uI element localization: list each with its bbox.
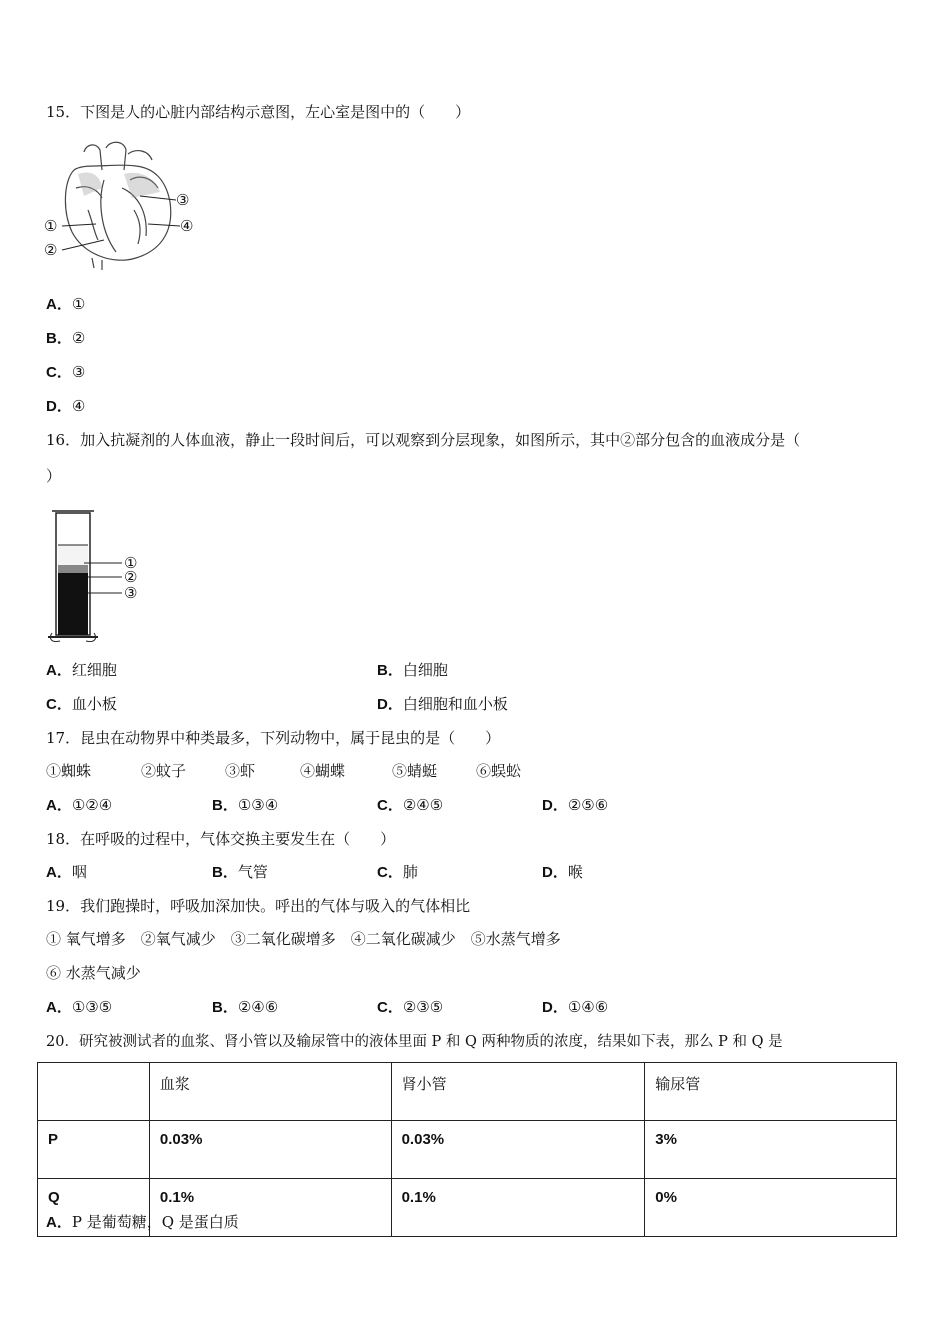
tube-label-3: ③ [124, 584, 138, 602]
q18-option-c[interactable]: C．肺 [377, 863, 418, 881]
tube-label-2: ② [124, 568, 138, 586]
heart-label-4: ④ [180, 217, 194, 235]
table-header-cell [38, 1063, 150, 1121]
table-header-row [38, 1063, 897, 1121]
q18-stem: 18．在呼吸的过程中，气体交换主要发生在（ ） [46, 830, 396, 848]
q19-items-line2: ⑥ 水蒸气减少 [46, 964, 141, 982]
q15-stem: 15．下图是人的心脏内部结构示意图，左心室是图中的（ ） [46, 103, 471, 121]
q17-item-4: ④蝴蝶 [300, 762, 346, 780]
q16-option-a[interactable]: A．红细胞 [46, 661, 117, 679]
table-cell: 0.1% [149, 1179, 391, 1237]
q19-stem: 19．我们跑操时，呼吸加深加快。呼出的气体与吸入的气体相比 [46, 897, 471, 915]
q18-option-a[interactable]: A．咽 [46, 863, 87, 881]
q17-option-b[interactable]: B．①③④ [212, 796, 279, 814]
heart-label-2: ② [44, 241, 58, 259]
table-cell: 0.03% [149, 1121, 391, 1179]
q16-stem-line1: 16．加入抗凝剂的人体血液，静止一段时间后，可以观察到分层现象，如图所示，其中②部分包含的血液成分是（ [46, 431, 801, 449]
q19-option-c[interactable]: C．②③⑤ [377, 998, 444, 1016]
table-header-cell: 血浆 [149, 1063, 391, 1121]
q16-stem-line2: ） [46, 467, 62, 485]
heart-label-1: ① [44, 217, 58, 235]
table-row [38, 1121, 897, 1179]
q16-option-c[interactable]: C．血小板 [46, 695, 117, 713]
blood-tube-diagram [44, 505, 164, 645]
q19-option-a[interactable]: A．①③⑤ [46, 998, 113, 1016]
q19-option-b[interactable]: B．②④⑥ [212, 998, 279, 1016]
heart-label-3: ③ [176, 191, 190, 209]
q15-option-a[interactable]: A．① [46, 295, 86, 313]
q15-option-b[interactable]: B．② [46, 329, 86, 347]
q17-option-d[interactable]: D．②⑤⑥ [542, 796, 609, 814]
q16-option-b[interactable]: B．白细胞 [377, 661, 448, 679]
q17-stem: 17．昆虫在动物界中种类最多，下列动物中，属于昆虫的是（ ） [46, 729, 501, 747]
q16-option-d[interactable]: D．白细胞和血小板 [377, 695, 508, 713]
q18-option-b[interactable]: B．气管 [212, 863, 268, 881]
table-cell: Q [38, 1179, 150, 1237]
q17-item-1: ①蜘蛛 [46, 762, 92, 780]
q18-option-d[interactable]: D．喉 [542, 863, 583, 881]
table-cell: P [38, 1121, 150, 1179]
q15-option-d[interactable]: D．④ [46, 397, 86, 415]
q17-item-5: ⑤蜻蜓 [392, 762, 438, 780]
tube-label-1: ① [124, 554, 138, 572]
concentration-table [37, 1062, 897, 1237]
q20-stem: 20．研究被测试者的血浆、肾小管以及输尿管中的液体里面 P 和 Q 两种物质的浓度，结果如下表，那么 P 和 Q 是 [46, 1034, 783, 1050]
q19-items-line1: ① 氧气增多 ②氧气减少 ③二氧化碳增多 ④二氧化碳减少 ⑤水蒸气增多 [46, 930, 561, 948]
q19-option-d[interactable]: D．①④⑥ [542, 998, 609, 1016]
table-header-cell: 肾小管 [391, 1063, 645, 1121]
q17-option-a[interactable]: A．①②④ [46, 796, 113, 814]
q20-option-a[interactable]: A．P 是葡萄糖，Q 是蛋白质 [46, 1213, 239, 1231]
table-cell: 3% [645, 1121, 897, 1179]
q15-option-c[interactable]: C．③ [46, 363, 86, 381]
table-header-cell: 输尿管 [645, 1063, 897, 1121]
q17-item-6: ⑥蜈蚣 [476, 762, 522, 780]
table-cell: 0.03% [391, 1121, 645, 1179]
q17-option-c[interactable]: C．②④⑤ [377, 796, 444, 814]
table-cell: 0% [645, 1179, 897, 1237]
table-cell: 0.1% [391, 1179, 645, 1237]
q17-item-3: ③虾 [225, 762, 256, 780]
q17-item-2: ②蚊子 [141, 762, 187, 780]
